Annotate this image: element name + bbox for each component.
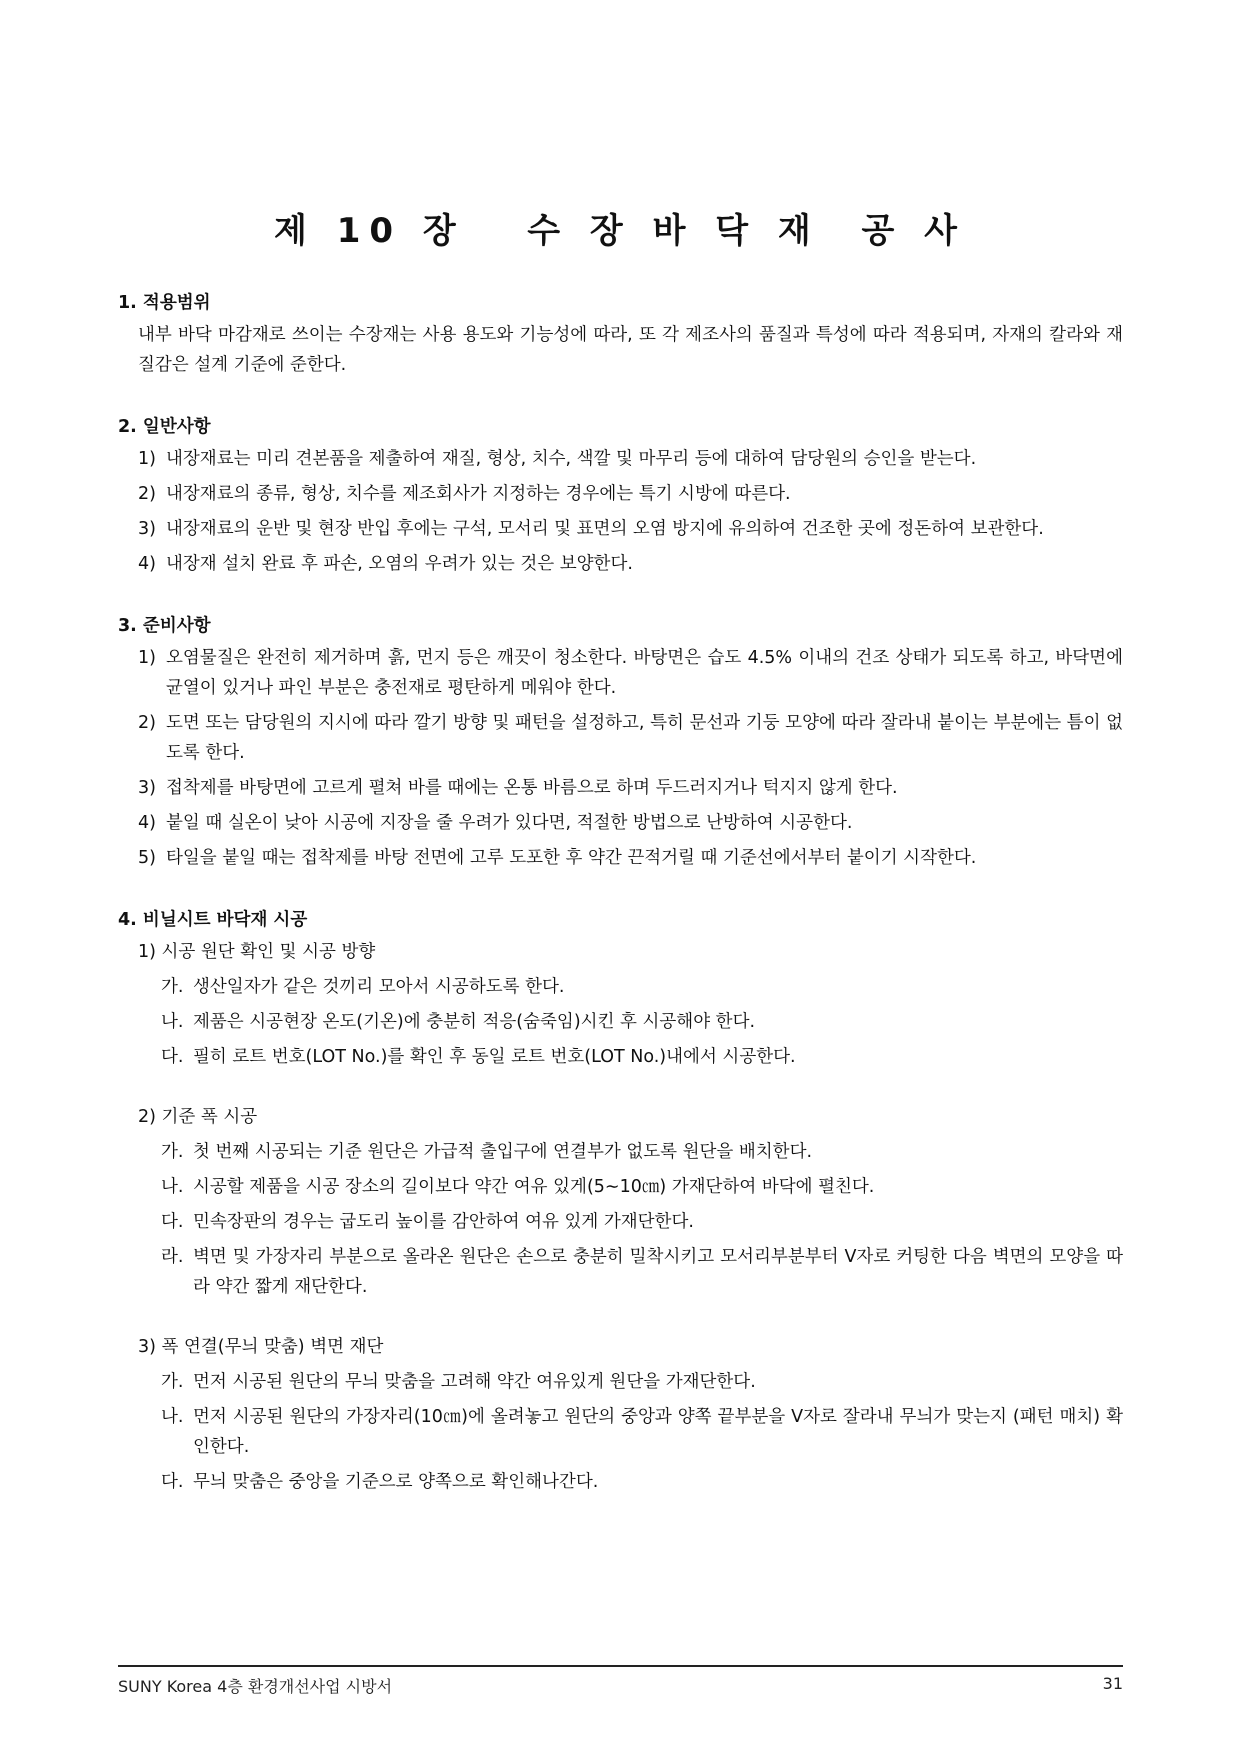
sub-item-letter: 가. <box>161 1142 184 1162</box>
sub-item <box>161 972 1123 1002</box>
list-item <box>138 549 1123 579</box>
list-item <box>138 773 1123 803</box>
sub-item-letter: 나. <box>161 1407 184 1427</box>
item-text: 도면 또는 담당원의 지시에 따라 깔기 방향 및 패턴을 설정하고, 특히 문선과 기둥 모양에 따라 잘라내 붙이는 부분에는 틈이 없도록 한다. <box>166 713 1123 763</box>
list-item <box>138 643 1123 703</box>
item-text: 내장재료는 미리 견본품을 제출하여 재질, 형상, 치수, 색깔 및 마무리 등에 대하여 담당원의 승인을 받는다. <box>166 449 977 469</box>
sub-item-letter: 라. <box>161 1247 184 1267</box>
section-heading: 3. 준비사항 <box>118 616 211 636</box>
item-text: 타일을 붙일 때는 접착제를 바탕 전면에 고루 도포한 후 약간 끈적거릴 때 기준선에서부터 붙이기 시작한다. <box>166 848 977 868</box>
sub-item-text: 먼저 시공된 원단의 가장자리(10㎝)에 올려놓고 원단의 중앙과 양쪽 끝부분을 V자로 잘라내 무늬가 맞는지 (패턴 매치) 확인한다. <box>193 1407 1123 1457</box>
sub-item-letter: 나. <box>161 1177 184 1197</box>
footer-document-title: SUNY Korea 4층 환경개선사업 시방서 <box>118 1677 393 1696</box>
subsection-heading: 2) 기준 폭 시공 <box>138 1107 258 1127</box>
sub-item-text: 생산일자가 같은 것끼리 모아서 시공하도록 한다. <box>193 977 565 997</box>
sub-item-text: 무늬 맞춤은 중앙을 기준으로 양쪽으로 확인해나간다. <box>193 1472 599 1492</box>
sub-item-letter: 다. <box>161 1472 184 1492</box>
sub-item <box>161 1467 1123 1497</box>
section-vinyl-sheet <box>118 905 1123 1497</box>
item-text: 오염물질은 완전히 제거하며 흙, 먼지 등은 깨끗이 청소한다. 바탕면은 습도 4.5% 이내의 건조 상태가 되도록 하고, 바닥면에 균열이 있거나 파인 부분은 충전재로 평탄하게 메워야 한다. <box>166 648 1123 698</box>
sub-item-text: 먼저 시공된 원단의 무늬 맞춤을 고려해 약간 여유있게 원단을 가재단한다. <box>193 1372 756 1392</box>
sub-item-text: 제품은 시공현장 온도(기온)에 충분히 적응(숨죽임)시킨 후 시공해야 한다. <box>193 1012 756 1032</box>
sub-item <box>161 1402 1123 1462</box>
sub-item <box>161 1042 1123 1072</box>
section-preparation <box>118 611 1123 873</box>
sub-item <box>161 1007 1123 1037</box>
sub-item-text: 시공할 제품을 시공 장소의 길이보다 약간 여유 있게(5∼10㎝) 가재단하여 바닥에 펼친다. <box>193 1177 875 1197</box>
document-body <box>118 288 1123 1529</box>
sub-item-letter: 다. <box>161 1047 184 1067</box>
item-text: 붙일 때 실온이 낮아 시공에 지장을 줄 우려가 있다면, 적절한 방법으로 난방하여 시공한다. <box>166 813 853 833</box>
sub-item-text: 필히 로트 번호(LOT No.)를 확인 후 동일 로트 번호(LOT No.)내에서 시공한다. <box>193 1047 796 1067</box>
sub-item-letter: 가. <box>161 1372 184 1392</box>
item-text: 내장재 설치 완료 후 파손, 오염의 우려가 있는 것은 보양한다. <box>166 554 633 574</box>
section-heading: 1. 적용범위 <box>118 293 211 313</box>
section-paragraph: 내부 바닥 마감재로 쓰이는 수장재는 사용 용도와 기능성에 따라, 또 각 제조사의 품질과 특성에 따라 적용되며, 자재의 칼라와 재질감은 설계 기준에 준한다. <box>138 325 1123 375</box>
sub-item-text: 첫 번째 시공되는 기준 원단은 가급적 출입구에 연결부가 없도록 원단을 배치한다. <box>193 1142 813 1162</box>
chapter-title: 제 10 장 수 장 바 닥 재 공 사 <box>274 211 966 251</box>
page-number: 31 <box>1102 1674 1123 1693</box>
sub-item <box>161 1172 1123 1202</box>
sub-item <box>161 1242 1123 1302</box>
item-number: 2) <box>138 713 156 733</box>
item-number: 2) <box>138 484 156 504</box>
list-item <box>138 444 1123 474</box>
footer-divider <box>118 1665 1123 1667</box>
list-item <box>138 708 1123 768</box>
sub-item-text: 벽면 및 가장자리 부분으로 올라온 원단은 손으로 충분히 밀착시키고 모서리부분부터 V자로 커팅한 다음 벽면의 모양을 따라 약간 짧게 재단한다. <box>193 1247 1123 1297</box>
list-item <box>138 843 1123 873</box>
item-number: 4) <box>138 554 156 574</box>
item-number: 5) <box>138 848 156 868</box>
sub-item <box>161 1207 1123 1237</box>
item-text: 내장재료의 종류, 형상, 치수를 제조회사가 지정하는 경우에는 특기 시방에 따른다. <box>166 484 791 504</box>
list-item <box>138 514 1123 544</box>
item-number: 4) <box>138 813 156 833</box>
subsection-heading: 3) 폭 연결(무늬 맞춤) 벽면 재단 <box>138 1337 384 1357</box>
sub-item <box>161 1137 1123 1167</box>
section-general <box>118 412 1123 579</box>
sub-item-letter: 다. <box>161 1212 184 1232</box>
sub-item-text: 민속장판의 경우는 굽도리 높이를 감안하여 여유 있게 가재단한다. <box>193 1212 694 1232</box>
list-item <box>138 479 1123 509</box>
item-number: 3) <box>138 778 156 798</box>
section-heading: 4. 비닐시트 바닥재 시공 <box>118 910 308 930</box>
list-item <box>138 808 1123 838</box>
item-text: 내장재료의 운반 및 현장 반입 후에는 구석, 모서리 및 표면의 오염 방지에 유의하여 건조한 곳에 정돈하여 보관한다. <box>166 519 1044 539</box>
subsection-heading: 1) 시공 원단 확인 및 시공 방향 <box>138 942 376 962</box>
sub-item-letter: 가. <box>161 977 184 997</box>
sub-item-letter: 나. <box>161 1012 184 1032</box>
section-heading: 2. 일반사항 <box>118 417 211 437</box>
item-number: 1) <box>138 648 156 668</box>
item-number: 3) <box>138 519 156 539</box>
section-scope <box>118 288 1123 380</box>
item-text: 접착제를 바탕면에 고르게 펼쳐 바를 때에는 온통 바름으로 하며 두드러지거나 턱지지 않게 한다. <box>166 778 898 798</box>
item-number: 1) <box>138 449 156 469</box>
sub-item <box>161 1367 1123 1397</box>
